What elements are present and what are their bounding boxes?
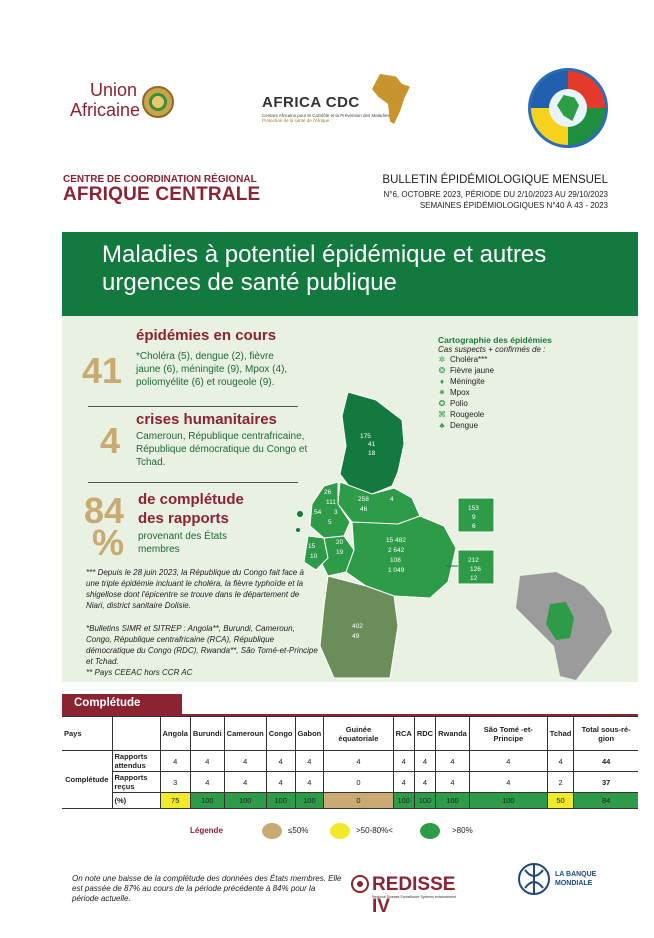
- cholera-note: *** Depuis le 28 juin 2023, la République du Congo fait face à une triple épidémie incluant le choléra, la fièvre typhoïde et la shigellose dont l'épicentre se trouve dans le département de Niari, district sanitaire Dolisie.: [86, 568, 304, 610]
- header-cell: Congo: [266, 717, 295, 751]
- row-label: Rapports attendus: [112, 751, 160, 772]
- header-cell: Angola: [160, 717, 190, 751]
- table-cell: 4: [414, 751, 435, 772]
- header-cell: Rwanda: [436, 717, 470, 751]
- map-label: 12: [470, 575, 478, 582]
- crises-text: Cameroun, République centrafricaine, République démocratique du Congo et Tchad.: [136, 431, 308, 468]
- legend-label: Polio: [450, 399, 468, 408]
- ceeac-logo: [528, 68, 608, 148]
- table-cell: 4: [295, 751, 324, 772]
- map-label: 175: [360, 433, 371, 440]
- table-cell: 44: [574, 751, 638, 772]
- map-label: 10: [310, 553, 318, 560]
- legend-label: Mpox: [450, 388, 470, 397]
- legend-label: Dengue: [450, 421, 479, 430]
- map-label: 126: [470, 566, 481, 573]
- table-row: [62, 751, 638, 772]
- redisse-subtitle: Regional Disease Surveillance Systems enhancement: [372, 895, 457, 899]
- bulletin-line2: SEMAINES ÉPIDÉMIOLOGIQUES N°40 À 43 - 2023: [419, 201, 608, 210]
- legend-label: Rougeole: [450, 410, 485, 419]
- map-label: 49: [352, 633, 360, 640]
- table-cell: 4: [324, 751, 393, 772]
- redisse-title: REDISSE IV: [372, 874, 456, 917]
- map-label: 2 642: [388, 547, 405, 554]
- map-label: 111: [326, 499, 336, 506]
- table-cell: 4: [436, 772, 470, 793]
- table-cell: 100: [295, 793, 324, 809]
- table-cell: 75: [160, 793, 190, 809]
- table-cell: 100: [414, 793, 435, 809]
- header-cell: Total sous-ré-gion: [574, 717, 638, 751]
- map-label: 46: [360, 506, 368, 513]
- divider: [88, 482, 298, 483]
- divider: [88, 406, 298, 407]
- map-label: 5: [328, 519, 332, 526]
- table-header-row: [62, 717, 638, 751]
- map-label: 212: [468, 557, 479, 564]
- map-label: 41: [368, 441, 376, 448]
- map-label: 20: [336, 539, 344, 546]
- acdc-title: AFRICA CDC: [262, 94, 360, 111]
- epidemic-map: [294, 386, 638, 682]
- ua-logo-line1: Union: [90, 80, 138, 100]
- map-label: 108: [390, 557, 401, 564]
- central-africa-map-icon: [557, 95, 579, 121]
- cholera-icon: ✲: [438, 355, 446, 364]
- completude-tab: Complétude: [62, 694, 182, 714]
- legend-mid-label: >50-80%<: [356, 826, 393, 835]
- acdc-subtitle: Centres Africains pour le Contrôle et la Prévention des Maladies: [262, 113, 390, 118]
- legend-yellow-fever: [438, 365, 552, 376]
- table-cell: 4: [414, 772, 435, 793]
- header-cell: Tchad: [547, 717, 574, 751]
- completeness-text: provenant des États membres: [138, 531, 227, 555]
- banner-title: Maladies à potentiel épidémique et autres urgences de santé publique: [102, 241, 547, 296]
- map-label: 18: [368, 450, 376, 457]
- table-cell: 100: [190, 793, 224, 809]
- map-label: 1 049: [388, 567, 405, 574]
- table-cell: 100: [436, 793, 470, 809]
- table-cell: 4: [393, 772, 414, 793]
- map-sao-tome: [297, 511, 303, 517]
- epidemics-text: *Choléra (5), dengue (2), fièvre jaune (6), méningite (9), Mpox (4), poliomyélite (6) et rougeole (9).: [136, 351, 288, 388]
- table-cell: 3: [160, 772, 190, 793]
- table-cell: 50: [547, 793, 574, 809]
- table-cell: 100: [266, 793, 295, 809]
- table-cell: 4: [190, 772, 224, 793]
- completude-section: [62, 694, 638, 809]
- legend-mid-swatch: [330, 823, 350, 839]
- table-cell: 0: [324, 793, 393, 809]
- bulletins-note: *Bulletins SIMR et SITREP : Angola**, Burundi, Cameroun, Congo, République centrafricaine (RCA), République démocratique du Congo (RDC), Rwanda**, São Tomé-et-Principe et Tchad.: [86, 624, 318, 666]
- epidemics-title: épidémies en cours: [136, 327, 277, 344]
- redisse-icon: [350, 874, 370, 894]
- ua-logo-line2: Africaine: [70, 100, 141, 120]
- table-row: [62, 772, 638, 793]
- table-cell: 4: [469, 772, 547, 793]
- table-cell: 100: [224, 793, 266, 809]
- wb-line2: MONDIALE: [555, 880, 593, 887]
- table-cell: 37: [574, 772, 638, 793]
- meningitis-icon: ♦: [439, 377, 445, 386]
- table-cell: 4: [190, 751, 224, 772]
- header-cell: São Tomé -et-Principe: [469, 717, 547, 751]
- map-label: 402: [352, 623, 363, 630]
- polio-icon: ✪: [438, 399, 446, 408]
- redisse-logo: [350, 874, 470, 917]
- header-cell: [112, 717, 160, 751]
- legend-high-swatch: [420, 823, 440, 839]
- table-row: [62, 793, 638, 809]
- legend-cholera: [438, 354, 552, 365]
- table-cell: 100: [469, 793, 547, 809]
- crises-count: 4: [100, 420, 121, 461]
- table-cell: 0: [324, 772, 393, 793]
- map-label: 4: [390, 496, 394, 503]
- legend-high-label: >80%: [452, 826, 473, 835]
- map-label: 15: [308, 543, 316, 550]
- world-bank-globe-icon: [517, 862, 551, 896]
- epidemics-count: 41: [82, 350, 123, 391]
- row-group-label: Complétude: [62, 751, 112, 809]
- legend-label: Choléra***: [450, 355, 488, 364]
- map-burundi: [458, 498, 494, 532]
- completeness-number: 84: [84, 490, 125, 531]
- legend-low-swatch: [262, 823, 282, 839]
- completude-note: On note une baisse de la complétude des données des États membres. Elle est passée de 87% au cours de la période précédente à 84% pour la période actuelle.: [72, 874, 342, 903]
- header-cell: Burundi: [190, 717, 224, 751]
- table-cell: 4: [436, 751, 470, 772]
- map-label: 6: [472, 523, 476, 530]
- map-label: 26: [324, 489, 332, 496]
- yellow-fever-icon: ❂: [438, 366, 446, 375]
- table-cell: 4: [547, 751, 574, 772]
- summary-panel: [62, 316, 638, 682]
- ccr-title: AFRIQUE CENTRALE: [63, 184, 261, 205]
- mpox-icon: ✷: [438, 388, 446, 397]
- map-label: 15 482: [386, 537, 406, 544]
- table-cell: 4: [266, 772, 295, 793]
- row-label: Rapports reçus: [112, 772, 160, 793]
- completude-table: [62, 716, 638, 809]
- completude-legend: [62, 822, 638, 842]
- map-label: 54: [314, 509, 322, 516]
- measles-icon: ⌘: [438, 410, 446, 419]
- ceeac-center: [549, 89, 587, 127]
- header-cell: Guinée équatoriale: [324, 717, 393, 751]
- legend-title: Légende: [190, 826, 223, 835]
- table-cell: 4: [266, 751, 295, 772]
- banner: [62, 232, 638, 316]
- header-cell: RDC: [414, 717, 435, 751]
- crises-title: crises humanitaires: [136, 411, 277, 428]
- map-legend-title: Cartographie des épidémies: [438, 335, 552, 345]
- map-label: 153: [468, 505, 479, 512]
- table-cell: 84: [574, 793, 638, 809]
- header-cell: RCA: [393, 717, 414, 751]
- table-cell: 4: [224, 751, 266, 772]
- wb-line1: LA BANQUE: [555, 871, 597, 878]
- acdc-tagline: Protection de la santé de l'Afrique: [262, 118, 330, 123]
- map-label: 3: [334, 509, 338, 516]
- world-bank-logo: [517, 862, 617, 902]
- header-cell: Pays: [62, 717, 112, 751]
- header-cell: Cameroun: [224, 717, 266, 751]
- row-label: (%): [112, 793, 160, 809]
- map-label: 9: [472, 514, 476, 521]
- dengue-icon: ♣: [439, 421, 445, 430]
- legend-label: Méningite: [450, 377, 485, 386]
- map-label: 258: [358, 496, 369, 503]
- completeness-percent: %: [92, 522, 125, 563]
- legend-label: Fièvre jaune: [450, 366, 495, 375]
- africa-cdc-logo: [262, 78, 432, 138]
- ceeac-note: ** Pays CEEAC hors CCR AC: [86, 668, 193, 677]
- completeness-title: de complétude des rapports: [138, 491, 244, 527]
- legend-low-label: ≤50%: [288, 826, 309, 835]
- table-cell: 100: [393, 793, 414, 809]
- map-legend-subtitle: Cas suspects + confirmés de :: [438, 345, 546, 354]
- table-cell: 4: [393, 751, 414, 772]
- table-cell: 4: [469, 751, 547, 772]
- table-cell: 2: [547, 772, 574, 793]
- table-cell: 4: [160, 751, 190, 772]
- bulletin-title: BULLETIN ÉPIDÉMIOLOGIQUE MENSUEL: [382, 174, 608, 186]
- map-label: 19: [336, 549, 344, 556]
- union-africaine-logo: [70, 80, 180, 130]
- header-cell: Gabon: [295, 717, 324, 751]
- bulletin-line1: N°6, OCTOBRE 2023, PÉRIODE DU 2/10/2023 AU 29/10/2023: [383, 190, 608, 199]
- table-cell: 4: [295, 772, 324, 793]
- table-cell: 4: [224, 772, 266, 793]
- au-emblem-icon: [142, 86, 174, 118]
- ccr-subtitle: CENTRE DE COORDINATION RÉGIONAL: [63, 174, 257, 185]
- map-sao-tome: [296, 528, 300, 532]
